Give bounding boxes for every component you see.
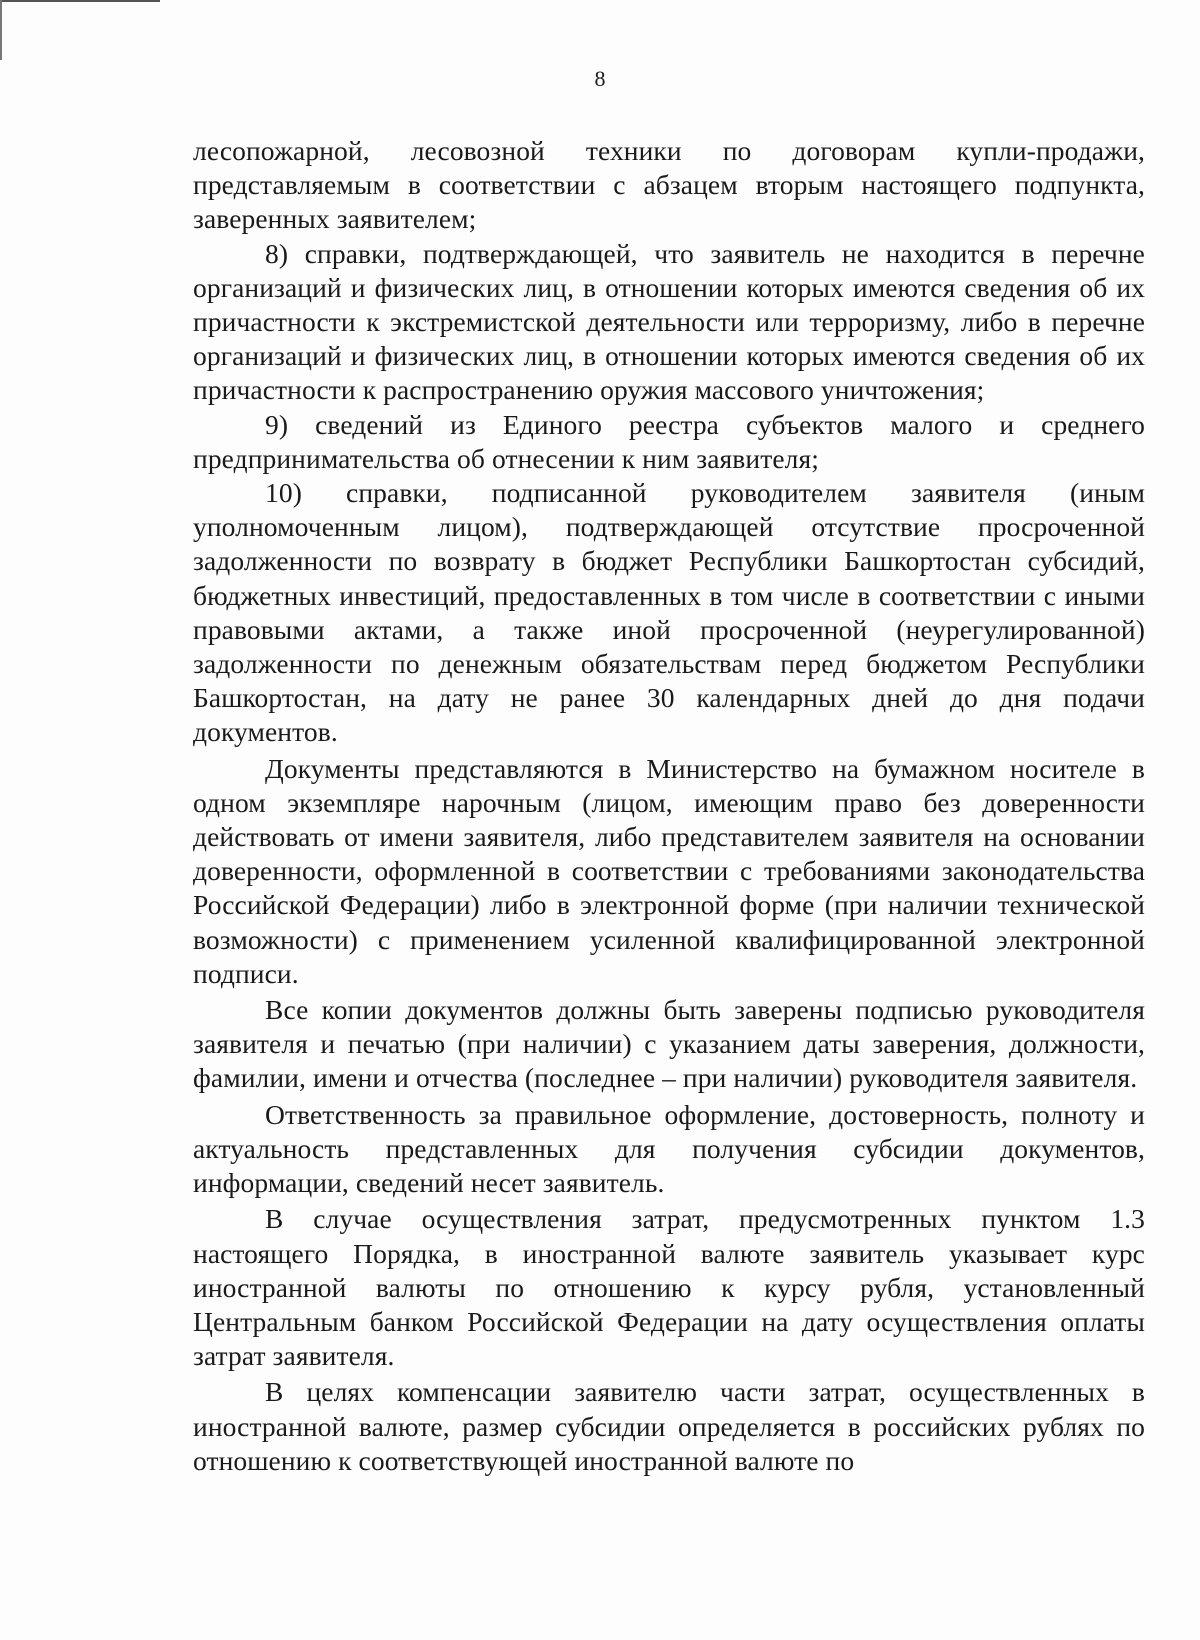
paragraph-item-10: 10) справки, подписанной руководителем заявителя (иным уполномоченным лицом), подтверждающей отсутствие просроченной задолженности по возврату в бюджет Республики Башкортостан субсидий, бюджетных инвестиций, предоставленных в том числе в соответствии с иными правовыми актами, а также иной просроченной (неурегулированной) задолженности по денежным обязательствам перед бюджетом Республики Башкортостан, на дату не ранее 30 календарных дней до дня подачи документов. <box>193 477 1145 748</box>
paragraph-compensation: В целях компенсации заявителю части затрат, осуществленных в иностранной валюте, размер субсидии определяется в российских рублях по отношению к соответствующей иностранной валюте по <box>193 1376 1145 1476</box>
scan-edge-left <box>0 0 2 60</box>
paragraph-item-8: 8) справки, подтверждающей, что заявитель не находится в перечне организаций и физических лиц, в отношении которых имеются сведения об их причастности к экстремистской деятельности или терроризму, либо в перечне организаций и физических лиц, в отношении которых имеются сведения об их причастности к распространению оружия массового уничтожения; <box>193 237 1145 406</box>
paragraph-item-9: 9) сведений из Единого реестра субъектов малого и среднего предпринимательства об отнесении к ним заявителя; <box>193 408 1145 474</box>
paragraph-foreign-currency: В случае осуществления затрат, предусмотренных пунктом 1.3 настоящего Порядка, в иностранной валюте заявитель указывает курс иностранной валюты по отношению к курсу рубля, установленный Центральным банком Российской Федерации на дату осуществления оплаты затрат заявителя. <box>193 1203 1145 1372</box>
paragraph-copies-certification: Все копии документов должны быть заверены подписью руководителя заявителя и печатью (при наличии) с указанием даты заверения, должности, фамилии, имени и отчества (последнее – при наличии) руководителя заявителя. <box>193 994 1145 1094</box>
scan-edge-top <box>0 0 160 2</box>
paragraph-responsibility: Ответственность за правильное оформление, достоверность, полноту и актуальность представленных для получения субсидии документов, информации, сведений несет заявитель. <box>193 1098 1145 1199</box>
paragraph-continuation: лесопожарной, лесовозной техники по договорам купли-продажи, представляемым в соответствии с абзацем вторым настоящего подпункта, заверенных заявителем; <box>193 135 1145 235</box>
paragraph-document-submission: Документы представляются в Министерство на бумажном носителе в одном экземпляре нарочным (лицом, имеющим право без доверенности действовать от имени заявителя, либо представителем заявителя на основании доверенности, оформленной в соответствии с требованиями законодательства Российской Федерации) либо в электронной форме (при наличии технической возможности) с применением усиленной квалифицированной электронной подписи. <box>193 752 1145 989</box>
document-body <box>193 134 1145 1478</box>
page-number: 8 <box>594 66 606 91</box>
